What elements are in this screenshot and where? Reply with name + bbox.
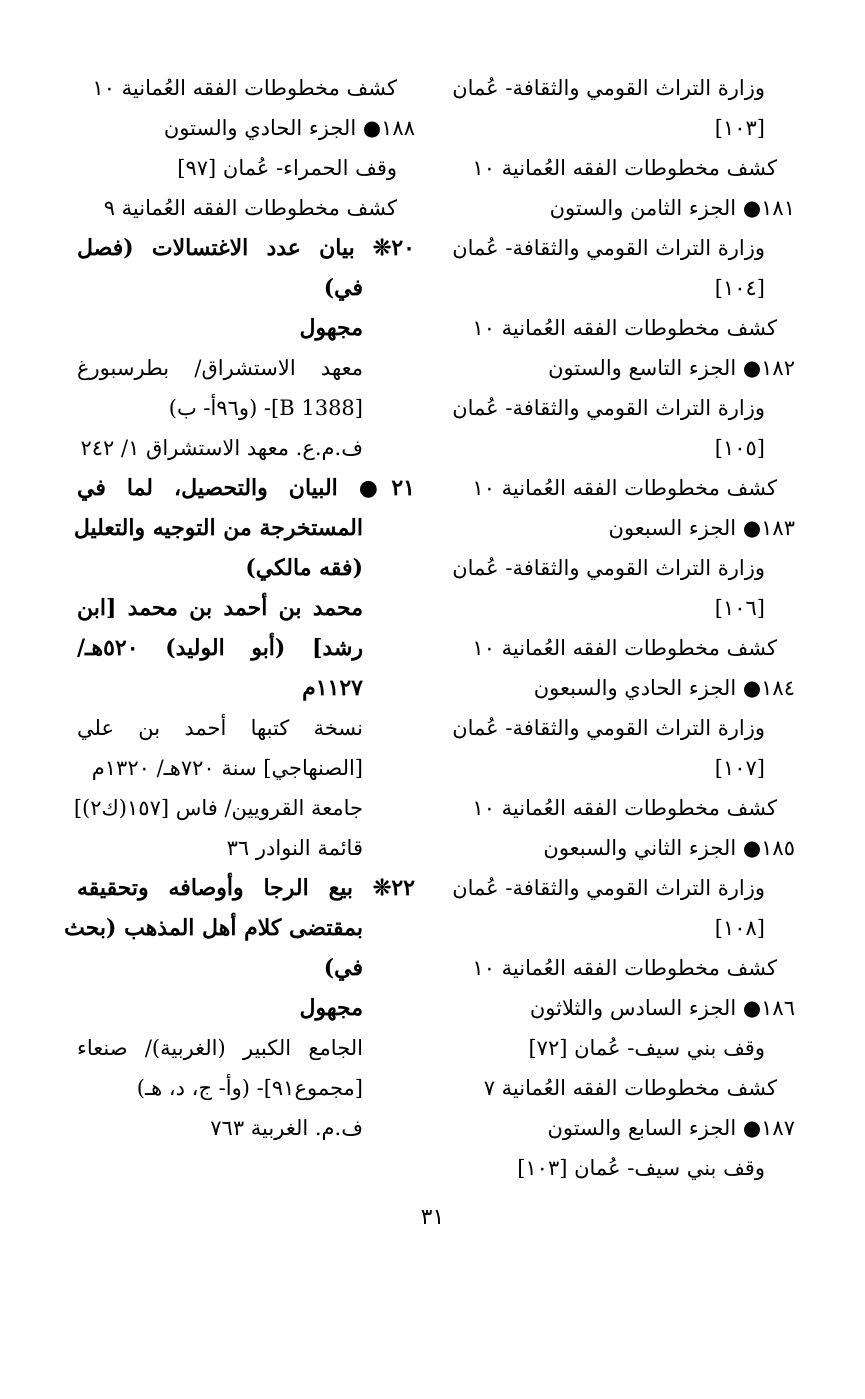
left-column-line: [الصنهاجي] سنة ٧٢٠هـ/ ١٣٢٠م [91,756,363,780]
left-column-line: مجهول [299,995,363,1021]
left-column-line: رشد] (أبو الوليد) ٥٢٠هـ/ [77,635,363,661]
right-column-line: وزارة التراث القومي والثقافة- عُمان [452,556,765,580]
right-column-line: كشف مخطوطات الفقه العُمانية ١٠ [472,156,777,180]
right-column-line: [١٠٧] [714,756,765,780]
right-column-line: وقف بني سيف- عُمان [٧٢] [528,1036,765,1060]
right-column-line: [١٠٣] [714,116,765,140]
left-column-line: معهد الاستشراق/ بطرسبورغ [77,356,363,380]
right-column-line: وزارة التراث القومي والثقافة- عُمان [452,876,765,900]
left-column-line: ٢٠❊ بيان عدد الاغتسالات (فصل [77,235,415,261]
left-column-line: ٢٢❊ بيع الرجا وأوصافه وتحقيقه [77,875,415,901]
left-column-line: بمقتضى كلام أهل المذهب (بحث [64,915,363,941]
right-column-line: ١٨٧● الجزء السابع والستون [547,1116,795,1140]
right-column-line: كشف مخطوطات الفقه العُمانية ١٠ [472,316,777,340]
left-column-line: ١١٢٧م [302,675,363,701]
right-column-line: وزارة التراث القومي والثقافة- عُمان [452,716,765,740]
left-column-line: ٢١● البيان والتحصيل، لما في [77,475,415,501]
left-column-line: الجامع الكبير (الغربية)/ صنعاء [77,1036,363,1060]
left-column-line: [مجموع٩١]- (وأ- ج، د، هـ) [136,1076,363,1100]
right-column-line: كشف مخطوطات الفقه العُمانية ١٠ [472,636,777,660]
left-column-line: محمد بن أحمد بن محمد [ابن [77,595,363,621]
right-column-line: [١٠٨] [714,916,765,940]
left-column-line: المستخرجة من التوجيه والتعليل [73,515,363,541]
left-column [64,68,415,1148]
left-column-line: ف.م. الغربية ٧٦٣ [210,1116,363,1140]
left-column-line: كشف مخطوطات الفقه العُمانية ١٠ [92,76,397,100]
right-column-line: كشف مخطوطات الفقه العُمانية ١٠ [472,956,777,980]
left-column-line: في) [323,275,363,301]
right-column-line: [١٠٦] [714,596,765,620]
right-column-line: وقف بني سيف- عُمان [١٠٣] [517,1156,765,1180]
left-column-line: قائمة النوادر ٣٦ [226,836,363,860]
right-column-line: ١٨٥● الجزء الثاني والسبعون [543,836,795,860]
right-column-line: كشف مخطوطات الفقه العُمانية ١٠ [472,476,777,500]
right-column-line: وزارة التراث القومي والثقافة- عُمان [452,236,765,260]
right-column-line: ١٨٤● الجزء الحادي والسبعون [533,676,795,700]
right-column-line: ١٨١● الجزء الثامن والستون [549,196,795,220]
left-column-line: (فقه مالكي) [245,555,363,581]
page-number: ٣١ [420,1205,445,1230]
left-column-line: وقف الحمراء- عُمان [٩٧] [177,156,397,180]
right-column-line: وزارة التراث القومي والثقافة- عُمان [452,76,765,100]
right-column-line: ١٨٣● الجزء السبعون [608,516,795,540]
right-column [420,68,795,1188]
left-column-line: جامعة القرويين/ فاس [١٥٧(ك٢)] [73,796,363,820]
left-column-line: كشف مخطوطات الفقه العُمانية ٩ [103,196,397,220]
right-column-line: ١٨٦● الجزء السادس والثلاثون [529,996,795,1020]
right-column-line: وزارة التراث القومي والثقافة- عُمان [452,396,765,420]
left-column-line: ١٨٨● الجزء الحادي والستون [163,116,415,140]
left-column-line: نسخة كتبها أحمد بن علي [77,716,363,740]
right-column-line: [١٠٤] [714,276,765,300]
right-column-line: كشف مخطوطات الفقه العُمانية ٧ [483,1076,777,1100]
left-column-line: مجهول [299,315,363,341]
right-column-line: [١٠٥] [714,436,765,460]
right-column-line: كشف مخطوطات الفقه العُمانية ١٠ [472,796,777,820]
left-column-line: [B 1388]- (و٩٦أ- ب) [168,396,363,420]
left-column-line: ف.م.ع. معهد الاستشراق ١/ ٢٤٢ [80,436,363,460]
right-column-line: ١٨٢● الجزء التاسع والستون [548,356,795,380]
left-column-line: في) [323,955,363,981]
